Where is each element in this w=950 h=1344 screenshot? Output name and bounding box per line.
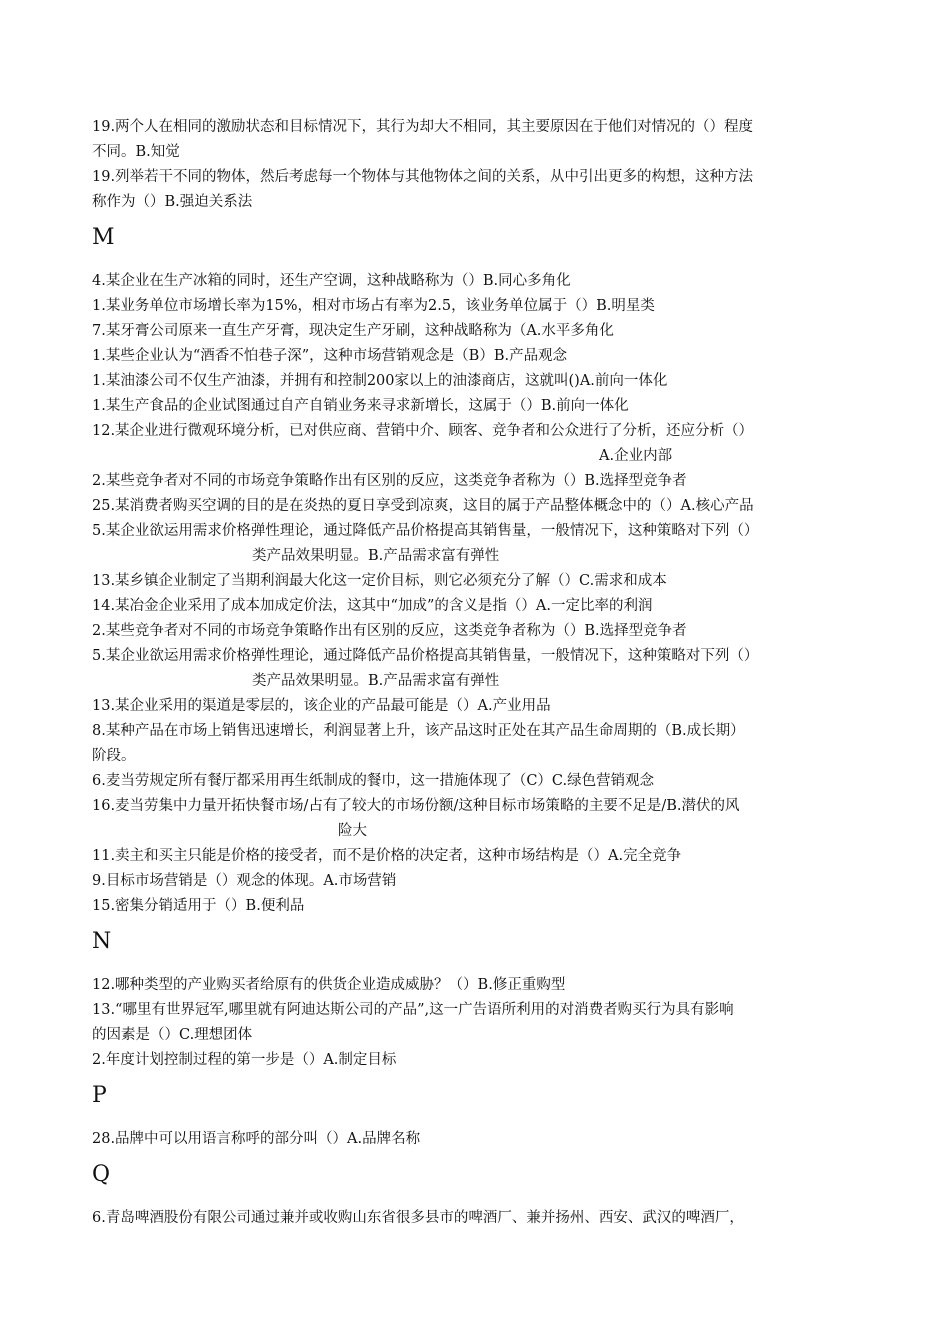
question-line: 类产品效果明显。B.产品需求富有弹性: [252, 673, 500, 689]
question-line: 9.目标市场营销是（）观念的体现。A.市场营销: [92, 873, 397, 889]
question-line: 13.某企业采用的渠道是零层的，该企业的产品最可能是（）A.产业用品: [92, 698, 551, 714]
question-line: 称作为（）B.强迫关系法: [92, 194, 253, 210]
question-line: 类产品效果明显。B.产品需求富有弹性: [252, 548, 500, 564]
section-letter-heading: N: [92, 929, 112, 954]
question-line: 16.麦当劳集中力量开拓快餐市场/占有了较大的市场份额/这种目标市场策略的主要不足是/B.潜伏的风: [92, 798, 740, 814]
question-line: 12.哪种类型的产业购买者给原有的供货企业造成威胁？（）B.修正重购型: [92, 977, 566, 993]
question-line: 13.“哪里有世界冠军,哪里就有阿迪达斯公司的产品”,这一广告语所利用的对消费者购买行为具有影响: [92, 1002, 734, 1018]
question-line: 8.某种产品在市场上销售迅速增长，利润显著上升，该产品这时正处在其产品生命周期的（B.成长期）: [92, 723, 745, 739]
question-line: 不同。B.知觉: [92, 144, 180, 160]
question-line: 1.某生产食品的企业试图通过自产自销业务来寻求新增长，这属于（）B.前向一体化: [92, 398, 629, 414]
question-line: 6.青岛啤酒股份有限公司通过兼并或收购山东省很多县市的啤酒厂、兼并扬州、西安、武汉的啤酒厂，: [92, 1210, 744, 1226]
section-letter-heading: M: [92, 225, 115, 250]
question-line: 1.某些企业认为“酒香不怕巷子深”，这种市场营销观念是（B）B.产品观念: [92, 348, 568, 364]
question-line: 1.某油漆公司不仅生产油漆，并拥有和控制200家以上的油漆商店，这就叫()A.前向一体化: [92, 373, 668, 389]
question-line: A.企业内部: [599, 448, 673, 464]
question-line: 4.某企业在生产冰箱的同时，还生产空调，这种战略称为（）B.同心多角化: [92, 273, 571, 289]
question-line: 12.某企业进行微观环境分析，已对供应商、营销中介、顾客、竞争者和公众进行了分析，还应分析（）: [92, 423, 754, 439]
document-body: [92, 115, 858, 1231]
section-letter-heading: Q: [92, 1162, 111, 1187]
question-line: 的因素是（）C.理想团体: [92, 1027, 253, 1043]
question-line: 2.某些竞争者对不同的市场竞争策略作出有区别的反应，这类竞争者称为（）B.选择型竞争者: [92, 473, 687, 489]
question-line: 2.某些竞争者对不同的市场竞争策略作出有区别的反应，这类竞争者称为（）B.选择型竞争者: [92, 623, 687, 639]
question-line: 2.年度计划控制过程的第一步是（）A.制定目标: [92, 1052, 397, 1068]
question-line: 19.两个人在相同的激励状态和目标情况下，其行为却大不相同，其主要原因在于他们对情况的（）程度: [92, 119, 754, 135]
question-line: 险大: [338, 823, 367, 839]
question-line: 13.某乡镇企业制定了当期利润最大化这一定价目标，则它必须充分了解（）C.需求和成本: [92, 573, 667, 589]
question-line: 25.某消费者购买空调的目的是在炎热的夏日享受到凉爽，这目的属于产品整体概念中的（）A.核心产品: [92, 498, 754, 514]
question-line: 19.列举若干不同的物体，然后考虑每一个物体与其他物体之间的关系，从中引出更多的构想，这种方法: [92, 169, 754, 185]
question-line: 阶段。: [92, 748, 136, 764]
question-line: 5.某企业欲运用需求价格弹性理论，通过降低产品价格提高其销售量，一般情况下，这种策略对下列（）: [92, 648, 759, 664]
question-line: 14.某冶金企业采用了成本加成定价法，这其中“加成”的含义是指（）A.一定比率的利润: [92, 598, 653, 614]
question-line: 11.卖主和买主只能是价格的接受者，而不是价格的决定者，这种市场结构是（）A.完全竞争: [92, 848, 682, 864]
question-line: 15.密集分销适用于（）B.便利品: [92, 898, 305, 914]
question-line: 1.某业务单位市场增长率为15%，相对市场占有率为2.5，该业务单位属于（）B.明星类: [92, 298, 655, 314]
question-line: 5.某企业欲运用需求价格弹性理论，通过降低产品价格提高其销售量，一般情况下，这种策略对下列（）: [92, 523, 759, 539]
section-letter-heading: P: [92, 1083, 107, 1108]
question-line: 7.某牙膏公司原来一直生产牙膏，现决定生产牙刷，这种战略称为（A.水平多角化: [92, 323, 614, 339]
question-line: 28.品牌中可以用语言称呼的部分叫（）A.品牌名称: [92, 1131, 421, 1147]
question-line: 6.麦当劳规定所有餐厅都采用再生纸制成的餐巾，这一措施体现了（C）C.绿色营销观念: [92, 773, 655, 789]
